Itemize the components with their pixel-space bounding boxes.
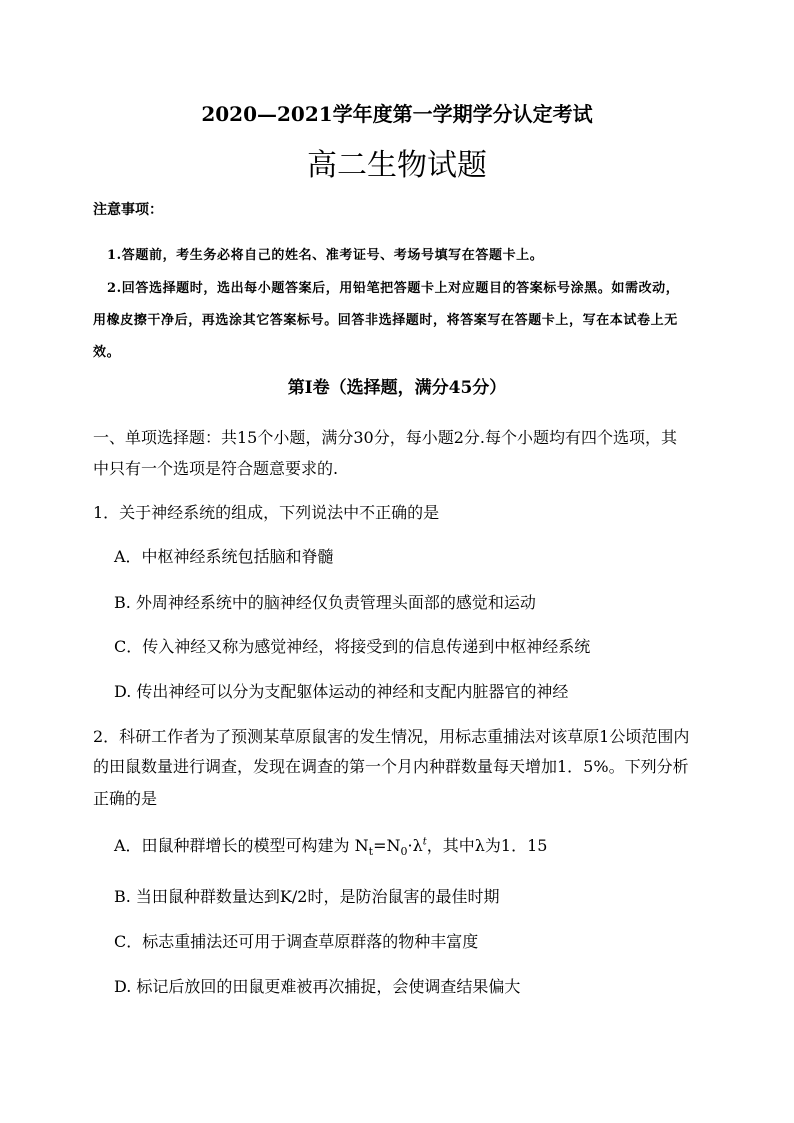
- section-title: 第Ⅰ卷（选择题，满分45分）: [287, 378, 507, 398]
- question-1-option-d: D. 传出神经可以分为支配躯体运动的神经和支配内脏器官的神经: [114, 682, 569, 701]
- subscript-zero: 0: [400, 845, 408, 859]
- question-1-stem: 1．关于神经系统的组成，下列说法中不正确的是: [93, 503, 440, 522]
- notice-item-2-line-1: 2.回答选择题时，选出每小题答案后，用铅笔把答题卡上对应题目的答案标号涂黑。如需改动，: [107, 281, 680, 296]
- question-2-stem-line-2: 的田鼠数量进行调查，发现在调查的第一个月内种群数量每天增加1．5%。下列分析: [93, 757, 689, 776]
- option-a-suffix: ，其中λ为1．15: [426, 836, 548, 855]
- question-2-option-d: D. 标记后放回的田鼠更难被再次捕捉，会使调查结果偏大: [114, 977, 521, 996]
- question-1-option-c: C．传入神经又称为感觉神经，将接受到的信息传递到中枢神经系统: [114, 637, 591, 656]
- superscript-t: t: [422, 836, 427, 848]
- question-1-option-b: B. 外周神经系统中的脑神经仅负责管理头面部的感觉和运动: [114, 593, 536, 612]
- question-1-option-a: A．中枢神经系统包括脑和脊髓: [114, 547, 334, 566]
- subscript-t: t: [368, 845, 374, 859]
- option-a-equals: =N: [373, 836, 401, 855]
- section-intro-line-2: 中只有一个选项是符合题意要求的.: [93, 459, 339, 478]
- question-2-option-b: B. 当田鼠种群数量达到K/2时，是防治鼠害的最佳时期: [114, 887, 500, 906]
- option-a-prefix: A．田鼠种群增长的模型可构建为 N: [114, 836, 369, 855]
- subject-title: 高二生物试题: [307, 148, 487, 183]
- notice-item-1: 1.答题前，考生务必将自己的姓名、准考证号、考场号填写在答题卡上。: [107, 248, 544, 263]
- notice-title: 注意事项：: [93, 202, 163, 218]
- notice-item-2-line-3: 效。: [93, 345, 121, 360]
- exam-title: 2020—2021学年度第一学期学分认定考试: [201, 102, 593, 126]
- option-a-lambda: ·λ: [407, 836, 423, 855]
- question-2-stem-line-3: 正确的是: [93, 789, 158, 808]
- question-2-stem-line-1: 2．科研工作者为了预测某草原鼠害的发生情况，用标志重捕法对该草原1公顷范围内: [93, 727, 690, 746]
- notice-item-2-line-2: 用橡皮擦干净后，再选涂其它答案标号。回答非选择题时，将答案写在答题卡上，写在本试卷上无: [93, 313, 678, 328]
- section-intro-line-1: 一、单项选择题：共15个小题，满分30分，每小题2分.每个小题均有四个选项，其: [93, 428, 677, 447]
- question-2-option-a: [114, 833, 547, 858]
- question-2-option-c: C．标志重捕法还可用于调查草原群落的物种丰富度: [114, 932, 479, 951]
